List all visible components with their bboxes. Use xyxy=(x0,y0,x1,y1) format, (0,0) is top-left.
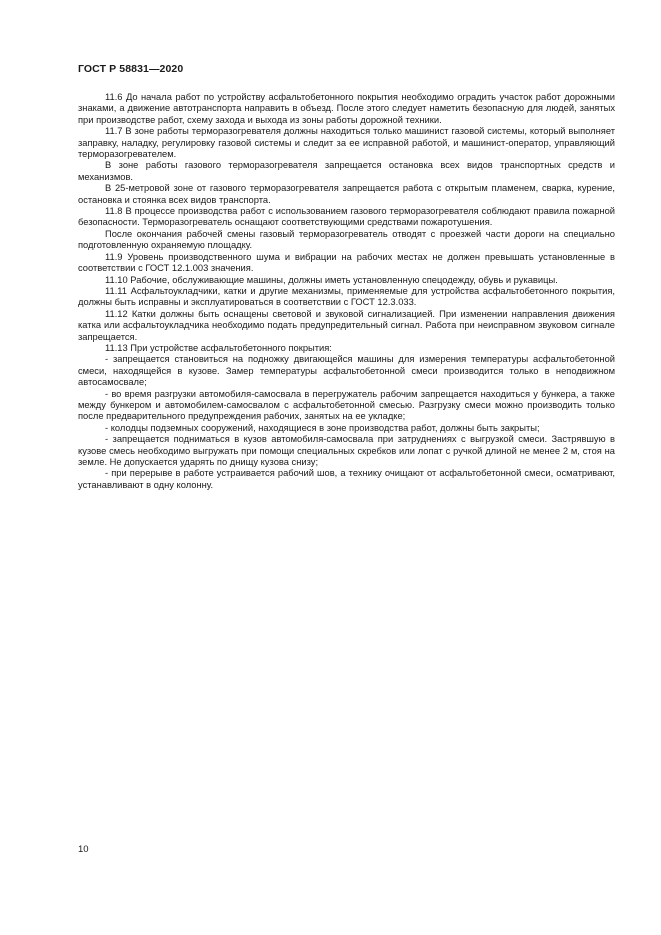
list-item: - во время разгрузки автомобиля-самосвала в перегружатель рабочим запрещается находиться у бункера, а также между бункером и автомобилем-самосвалом с асфальтобетонной смесью. Разгрузку смеси можно производить только после предварительного предупреждения рабочих, занятых на ее укладке; xyxy=(78,388,615,422)
paragraph-11-7: 11.7 В зоне работы терморазогревателя должны находиться только машинист газовой системы, который выполняет заправку, наладку, регулировку газовой системы и следит за ее исправной работой, и машинист-оператор, управляющий терморазогревателем. xyxy=(78,126,615,160)
page-number: 10 xyxy=(78,844,89,855)
paragraph-11-12: 11.12 Катки должны быть оснащены световой и звуковой сигнализацией. При изменении направления движения катка или асфальтоукладчика необходимо подать предупредительный сигнал. Работа при неисправном звуковом сигнале запрещается. xyxy=(78,308,615,342)
paragraph-11-7-stop-zone: В зоне работы газового терморазогревателя запрещается остановка всех видов транспортных средств и механизмов. xyxy=(78,160,615,182)
list-item: - запрещается подниматься в кузов автомобиля-самосвала при затруднениях с выгрузкой смеси. Застрявшую в кузове смесь необходимо выгружать при помощи специальных скребков или лопат с ручкой длиной не менее 2 м, стоя на земле. Не допускается ударять по днищу кузова снизу; xyxy=(78,434,615,467)
document-header: ГОСТ Р 58831—2020 xyxy=(78,63,184,75)
paragraph-11-8-after-shift: После окончания рабочей смены газовый терморазогреватель отводят с проезжей части дороги на специально подготовленную охраняемую площадку. xyxy=(78,228,615,251)
paragraph-11-6: 11.6 До начала работ по устройству асфальтобетонного покрытия необходимо оградить участок работ дорожными знаками, а движение автотранспорта направить в объезд. После этого следует наметить безопасную для людей, занятых при производстве работ, схему захода и выхода из зоны работы дорожной техники. xyxy=(78,92,615,125)
paragraph-11-13: 11.13 При устройстве асфальтобетонного покрытия: xyxy=(105,342,332,353)
document-body xyxy=(78,92,615,491)
paragraph-11-11: 11.11 Асфальтоукладчики, катки и другие механизмы, применяемые для устройства асфальтобетонного покрытия, должны быть исправны и эксплуатироваться в соответствии с ГОСТ 12.3.033. xyxy=(78,285,615,308)
list-item: - запрещается становиться на подножку двигающейся машины для измерения температуры асфальтобетонной смеси, находящейся в кузове. Замер температуры асфальтобетонной смеси производится только в неподвижном автосамосвале; xyxy=(78,354,615,388)
paragraph-11-9: 11.9 Уровень производственного шума и вибрации на рабочих местах не должен превышать установленные в соответствии с ГОСТ 12.1.003 значения. xyxy=(78,251,615,274)
list-item: - колодцы подземных сооружений, находящиеся в зоне производства работ, должны быть закрыты; xyxy=(105,422,540,433)
paragraph-11-8: 11.8 В процессе производства работ с использованием газового терморазогревателя соблюдают правила пожарной безопасности. Терморазогреватель оснащают соответствующими средствами пожаротушения. xyxy=(78,206,615,228)
list-item: - при перерыве в работе устраивается рабочий шов, а технику очищают от асфальтобетонной смеси, осматривают, устанавливают в одну колонну. xyxy=(78,468,615,490)
paragraph-11-10: 11.10 Рабочие, обслуживающие машины, должны иметь установленную спецодежду, обувь и рукавицы. xyxy=(105,274,558,285)
paragraph-11-7-25m-zone: В 25-метровой зоне от газового терморазогревателя запрещается работа с открытым пламенем, сварка, курение, остановка и стоянка всех видов транспорта. xyxy=(78,183,615,205)
